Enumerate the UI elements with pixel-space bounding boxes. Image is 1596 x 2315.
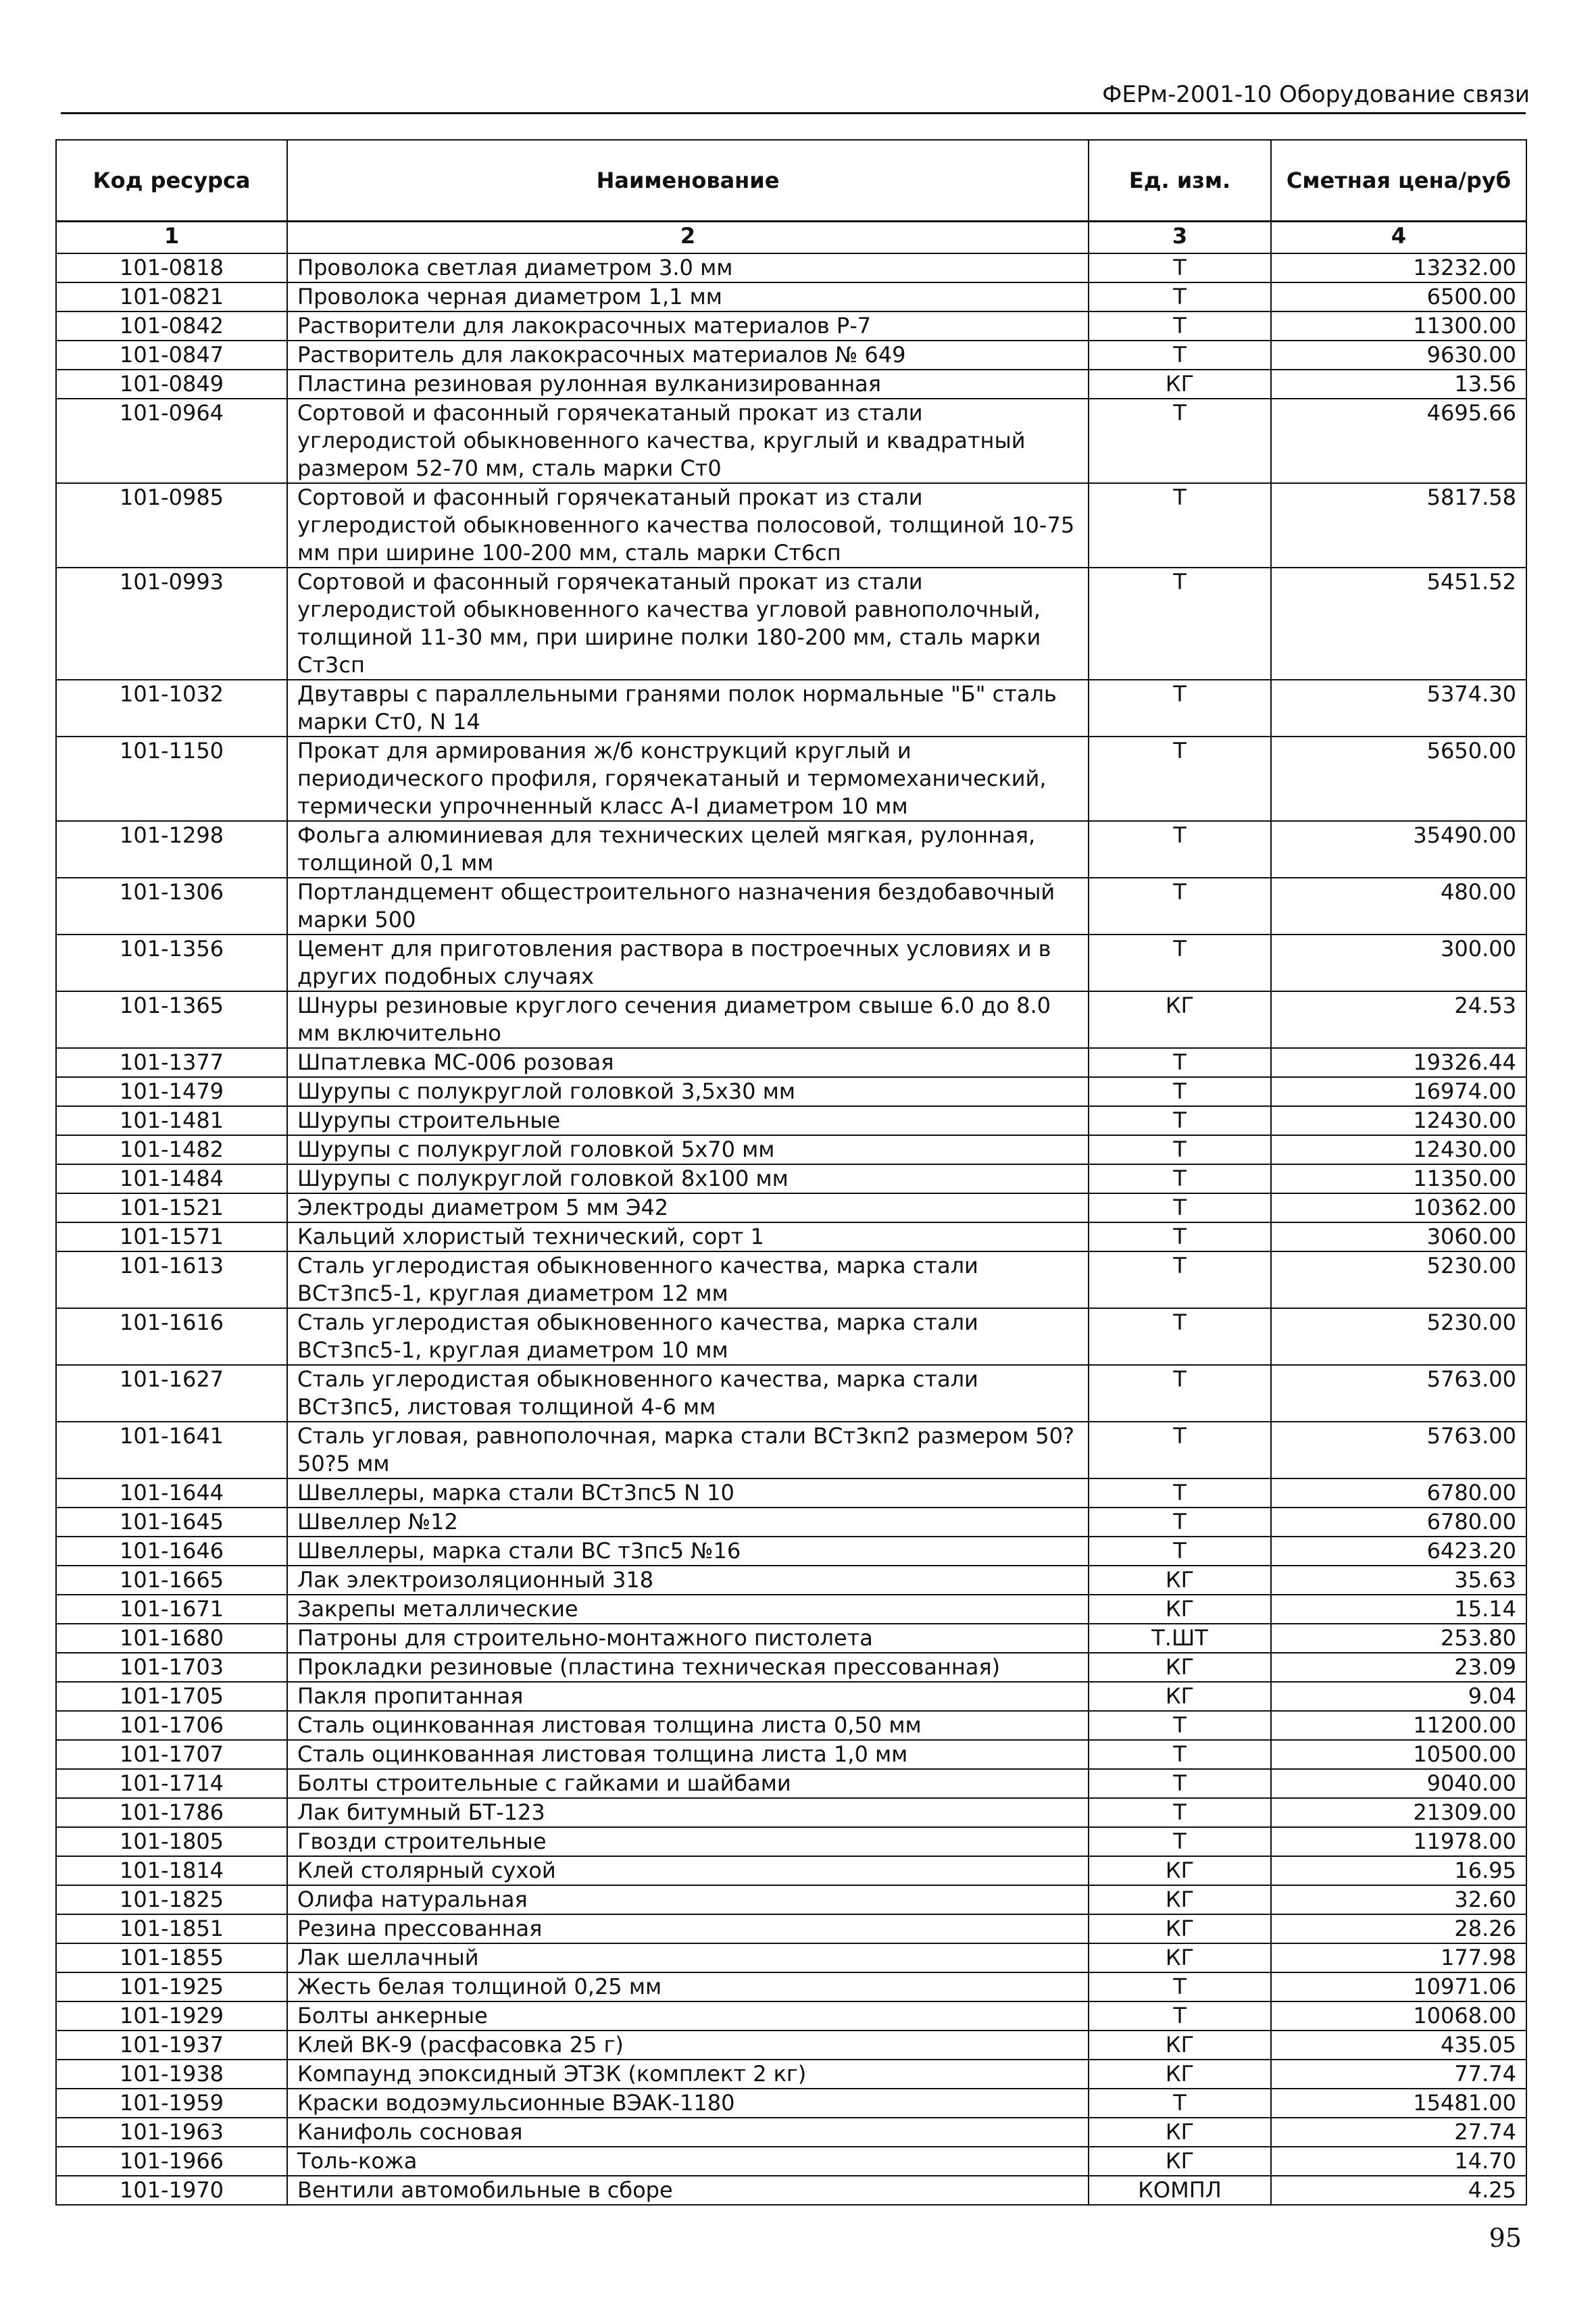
table-row: [56, 2089, 1526, 2118]
table-row: [56, 1740, 1526, 1769]
resource-price: 11978.00: [1271, 1827, 1526, 1856]
resource-unit: Т: [1089, 282, 1271, 312]
resource-unit: Т: [1089, 935, 1271, 991]
resource-code: 101-1959: [56, 2089, 287, 2118]
resource-unit: Т: [1089, 483, 1271, 568]
table-row: [56, 1595, 1526, 1624]
table-row: [56, 1537, 1526, 1566]
resource-code: 101-1963: [56, 2118, 287, 2147]
resource-price: 27.74: [1271, 2118, 1526, 2147]
resource-unit: КГ: [1089, 1885, 1271, 1914]
table-row: [56, 1856, 1526, 1885]
resource-price: 16974.00: [1271, 1077, 1526, 1106]
resource-name: Клей столярный сухой: [287, 1856, 1089, 1885]
table-row: [56, 1308, 1526, 1365]
resource-price: 13232.00: [1271, 253, 1526, 282]
resource-name: Резина прессованная: [287, 1914, 1089, 1943]
resource-unit: Т: [1089, 1077, 1271, 1106]
resource-code: 101-1484: [56, 1164, 287, 1193]
table-row: [56, 1222, 1526, 1251]
resource-name: Закрепы металлические: [287, 1595, 1089, 1624]
resource-unit: КГ: [1089, 991, 1271, 1048]
table-row: [56, 1478, 1526, 1508]
resource-unit: КГ: [1089, 1682, 1271, 1711]
resource-name: Двутавры с параллельными гранями полок нормальные "Б" сталь марки Ст0, N 14: [287, 680, 1089, 737]
resource-code: 101-1298: [56, 821, 287, 878]
resource-code: 101-1851: [56, 1914, 287, 1943]
resource-unit: Т: [1089, 1537, 1271, 1566]
resource-price: 9.04: [1271, 1682, 1526, 1711]
table-row: [56, 1508, 1526, 1537]
resource-unit: Т: [1089, 1193, 1271, 1222]
table-row: [56, 991, 1526, 1048]
resource-code: 101-1627: [56, 1365, 287, 1422]
resource-code: 101-1479: [56, 1077, 287, 1106]
header-rule: [61, 112, 1526, 114]
resource-name: Шурупы с полукруглой головкой 8х100 мм: [287, 1164, 1089, 1193]
resource-code: 101-0964: [56, 399, 287, 483]
resource-code: 101-1805: [56, 1827, 287, 1856]
resource-price: 435.05: [1271, 2031, 1526, 2060]
resource-price: 6780.00: [1271, 1478, 1526, 1508]
resource-code: 101-1482: [56, 1135, 287, 1164]
resource-price: 6500.00: [1271, 282, 1526, 312]
resource-price: 9040.00: [1271, 1769, 1526, 1798]
resource-price: 4.25: [1271, 2176, 1526, 2205]
resource-price: 5763.00: [1271, 1422, 1526, 1478]
table-row: [56, 2031, 1526, 2060]
table-row: [56, 1251, 1526, 1308]
resource-name: Шурупы строительные: [287, 1106, 1089, 1135]
header-unit: Ед. изм.: [1089, 140, 1271, 222]
table-row: [56, 1711, 1526, 1740]
resource-code: 101-1616: [56, 1308, 287, 1365]
table-row: [56, 2147, 1526, 2176]
resource-price: 15.14: [1271, 1595, 1526, 1624]
table-row: [56, 1422, 1526, 1478]
resource-code: 101-1150: [56, 737, 287, 821]
table-row: [56, 1914, 1526, 1943]
table-row: [56, 341, 1526, 370]
resource-name: Швеллеры, марка стали ВСт3пс5 N 10: [287, 1478, 1089, 1508]
resource-code: 101-0818: [56, 253, 287, 282]
resource-unit: Т: [1089, 2089, 1271, 2118]
resource-code: 101-1680: [56, 1624, 287, 1653]
column-number-row: [56, 222, 1526, 254]
resource-price: 12430.00: [1271, 1106, 1526, 1135]
resource-code: 101-1571: [56, 1222, 287, 1251]
resource-name: Сталь углеродистая обыкновенного качества, марка стали ВСт3пс5-1, круглая диаметром 10 мм: [287, 1308, 1089, 1365]
resource-name: Болты строительные с гайками и шайбами: [287, 1769, 1089, 1798]
resource-unit: Т: [1089, 1422, 1271, 1478]
resource-price: 5650.00: [1271, 737, 1526, 821]
resource-unit: Т: [1089, 2001, 1271, 2031]
resource-price: 5230.00: [1271, 1308, 1526, 1365]
resource-price: 5374.30: [1271, 680, 1526, 737]
resource-code: 101-1365: [56, 991, 287, 1048]
resource-unit: Т: [1089, 341, 1271, 370]
resource-code: 101-1937: [56, 2031, 287, 2060]
running-header: ФЕРм-2001-10 Оборудование связи: [1102, 81, 1530, 108]
resource-code: 101-1786: [56, 1798, 287, 1827]
resource-unit: Т: [1089, 1251, 1271, 1308]
resource-code: 101-1825: [56, 1885, 287, 1914]
resource-code: 101-0993: [56, 568, 287, 680]
resource-code: 101-0985: [56, 483, 287, 568]
table-row: [56, 370, 1526, 399]
resource-code: 101-1938: [56, 2060, 287, 2089]
resource-name: Растворитель для лакокрасочных материалов № 649: [287, 341, 1089, 370]
table-row: [56, 1193, 1526, 1222]
resource-name: Сталь углеродистая обыкновенного качества, марка стали ВСт3пс5, листовая толщиной 4-6 мм: [287, 1365, 1089, 1422]
resource-price: 300.00: [1271, 935, 1526, 991]
table-row: [56, 399, 1526, 483]
table-row: [56, 312, 1526, 341]
resource-unit: КГ: [1089, 2118, 1271, 2147]
page-number: 95: [1489, 2223, 1522, 2253]
resource-code: 101-1644: [56, 1478, 287, 1508]
resource-price: 5817.58: [1271, 483, 1526, 568]
resource-unit: КГ: [1089, 1566, 1271, 1595]
resource-name: Проволока светлая диаметром 3.0 мм: [287, 253, 1089, 282]
resource-unit: КОМПЛ: [1089, 2176, 1271, 2205]
table-row: [56, 1106, 1526, 1135]
table-header-row: [56, 140, 1526, 222]
resource-code: 101-1714: [56, 1769, 287, 1798]
resource-code: 101-1356: [56, 935, 287, 991]
resource-unit: Т: [1089, 1106, 1271, 1135]
resource-name: Болты анкерные: [287, 2001, 1089, 2031]
resource-code: 101-1671: [56, 1595, 287, 1624]
resource-code: 101-1970: [56, 2176, 287, 2205]
table-row: [56, 680, 1526, 737]
resource-unit: Т: [1089, 399, 1271, 483]
resource-unit: Т: [1089, 1798, 1271, 1827]
resource-name: Цемент для приготовления раствора в построечных условиях и в других подобных случаях: [287, 935, 1089, 991]
resource-name: Шнуры резиновые круглого сечения диаметром свыше 6.0 до 8.0 мм включительно: [287, 991, 1089, 1048]
resource-name: Кальций хлористый технический, сорт 1: [287, 1222, 1089, 1251]
resource-code: 101-1641: [56, 1422, 287, 1478]
resource-price: 32.60: [1271, 1885, 1526, 1914]
resource-code: 101-1481: [56, 1106, 287, 1135]
table-row: [56, 1972, 1526, 2001]
resource-price: 10971.06: [1271, 1972, 1526, 2001]
resource-name: Лак битумный БТ-123: [287, 1798, 1089, 1827]
resource-name: Клей ВК-9 (расфасовка 25 г): [287, 2031, 1089, 2060]
table-row: [56, 1885, 1526, 1914]
resource-unit: Т: [1089, 821, 1271, 878]
resource-name: Лак электроизоляционный 318: [287, 1566, 1089, 1595]
resource-code: 101-1706: [56, 1711, 287, 1740]
resource-name: Швеллеры, марка стали ВС т3пс5 №16: [287, 1537, 1089, 1566]
resource-unit: Т.ШТ: [1089, 1624, 1271, 1653]
header-code: Код ресурса: [56, 140, 287, 222]
resource-code: 101-1032: [56, 680, 287, 737]
table-row: [56, 1566, 1526, 1595]
resource-price: 24.53: [1271, 991, 1526, 1048]
resource-unit: Т: [1089, 1048, 1271, 1077]
resource-name: Сортовой и фасонный горячекатаный прокат из стали углеродистой обыкновенного качества угловой равнополочный, толщиной 11-30 мм, при ширине полки 180-200 мм, сталь марки Ст3сп: [287, 568, 1089, 680]
table-row: [56, 737, 1526, 821]
resource-price: 15481.00: [1271, 2089, 1526, 2118]
resource-code: 101-0821: [56, 282, 287, 312]
resource-price: 14.70: [1271, 2147, 1526, 2176]
resource-price: 35.63: [1271, 1566, 1526, 1595]
table-row: [56, 1769, 1526, 1798]
resource-code: 101-1814: [56, 1856, 287, 1885]
resource-unit: Т: [1089, 312, 1271, 341]
column-number: 2: [287, 222, 1089, 254]
resource-price: 5451.52: [1271, 568, 1526, 680]
resource-price: 5763.00: [1271, 1365, 1526, 1422]
resource-price: 10068.00: [1271, 2001, 1526, 2031]
resource-code: 101-1703: [56, 1653, 287, 1682]
resource-price: 10362.00: [1271, 1193, 1526, 1222]
table-row: [56, 2118, 1526, 2147]
resource-price: 4695.66: [1271, 399, 1526, 483]
resource-name: Патроны для строительно-монтажного пистолета: [287, 1624, 1089, 1653]
column-number: 3: [1089, 222, 1271, 254]
resource-unit: Т: [1089, 737, 1271, 821]
resource-unit: Т: [1089, 878, 1271, 935]
resource-unit: Т: [1089, 1740, 1271, 1769]
table-row: [56, 2060, 1526, 2089]
resource-name: Сталь оцинкованная листовая толщина листа 1,0 мм: [287, 1740, 1089, 1769]
table-row: [56, 1653, 1526, 1682]
resource-code: 101-1665: [56, 1566, 287, 1595]
resource-code: 101-1306: [56, 878, 287, 935]
resource-price: 10500.00: [1271, 1740, 1526, 1769]
resource-price: 13.56: [1271, 370, 1526, 399]
table-row: [56, 1624, 1526, 1653]
resource-unit: Т: [1089, 568, 1271, 680]
table-row: [56, 1077, 1526, 1106]
resource-code: 101-1855: [56, 1943, 287, 1972]
resource-price: 19326.44: [1271, 1048, 1526, 1077]
resource-price: 28.26: [1271, 1914, 1526, 1943]
resource-price: 77.74: [1271, 2060, 1526, 2089]
resource-name: Лак шеллачный: [287, 1943, 1089, 1972]
resource-name: Пакля пропитанная: [287, 1682, 1089, 1711]
header-name: Наименование: [287, 140, 1089, 222]
resource-unit: КГ: [1089, 2031, 1271, 2060]
resource-unit: Т: [1089, 1972, 1271, 2001]
resource-price: 177.98: [1271, 1943, 1526, 1972]
resource-name: Портландцемент общестроительного назначения бездобавочный марки 500: [287, 878, 1089, 935]
resource-price: 16.95: [1271, 1856, 1526, 1885]
resource-unit: Т: [1089, 1164, 1271, 1193]
resource-name: Сталь угловая, равнополочная, марка стали ВСт3кп2 размером 50?50?5 мм: [287, 1422, 1089, 1478]
resource-unit: Т: [1089, 1827, 1271, 1856]
resource-price: 11300.00: [1271, 312, 1526, 341]
resource-price: 6423.20: [1271, 1537, 1526, 1566]
resource-code: 101-1966: [56, 2147, 287, 2176]
table-row: [56, 1943, 1526, 1972]
table-row: [56, 935, 1526, 991]
resource-price: 253.80: [1271, 1624, 1526, 1653]
resource-price-table: [55, 139, 1527, 2206]
resource-name: Сталь углеродистая обыкновенного качества, марка стали ВСт3пс5-1, круглая диаметром 12 мм: [287, 1251, 1089, 1308]
resource-name: Сортовой и фасонный горячекатаный прокат из стали углеродистой обыкновенного качества, круглый и квадратный размером 52-70 мм, сталь марки Ст0: [287, 399, 1089, 483]
resource-unit: КГ: [1089, 1943, 1271, 1972]
resource-code: 101-1521: [56, 1193, 287, 1222]
resource-name: Прокладки резиновые (пластина техническая прессованная): [287, 1653, 1089, 1682]
resource-name: Гвозди строительные: [287, 1827, 1089, 1856]
resource-code: 101-1707: [56, 1740, 287, 1769]
resource-price: 6780.00: [1271, 1508, 1526, 1537]
resource-name: Толь-кожа: [287, 2147, 1089, 2176]
resource-price: 21309.00: [1271, 1798, 1526, 1827]
resource-price: 480.00: [1271, 878, 1526, 935]
column-number: 1: [56, 222, 287, 254]
resource-unit: Т: [1089, 1478, 1271, 1508]
resource-price: 5230.00: [1271, 1251, 1526, 1308]
resource-price: 12430.00: [1271, 1135, 1526, 1164]
resource-name: Шпатлевка МС-006 розовая: [287, 1048, 1089, 1077]
resource-unit: Т: [1089, 1508, 1271, 1537]
resource-name: Проволока черная диаметром 1,1 мм: [287, 282, 1089, 312]
resource-name: Олифа натуральная: [287, 1885, 1089, 1914]
table-row: [56, 2176, 1526, 2205]
resource-name: Сортовой и фасонный горячекатаный прокат из стали углеродистой обыкновенного качества полосовой, толщиной 10-75 мм при ширине 100-200 мм, сталь марки Ст6сп: [287, 483, 1089, 568]
resource-unit: КГ: [1089, 1914, 1271, 1943]
resource-price: 11350.00: [1271, 1164, 1526, 1193]
resource-unit: КГ: [1089, 2060, 1271, 2089]
table-row: [56, 1827, 1526, 1856]
table-row: [56, 878, 1526, 935]
resource-unit: КГ: [1089, 1653, 1271, 1682]
resource-code: 101-1613: [56, 1251, 287, 1308]
resource-name: Швеллер №12: [287, 1508, 1089, 1537]
resource-code: 101-0847: [56, 341, 287, 370]
table-row: [56, 253, 1526, 282]
column-number: 4: [1271, 222, 1526, 254]
resource-unit: Т: [1089, 1308, 1271, 1365]
resource-unit: Т: [1089, 1222, 1271, 1251]
resource-unit: КГ: [1089, 370, 1271, 399]
resource-name: Канифоль сосновая: [287, 2118, 1089, 2147]
resource-name: Краски водоэмульсионные ВЭАК-1180: [287, 2089, 1089, 2118]
table-row: [56, 2001, 1526, 2031]
resource-name: Шурупы с полукруглой головкой 5х70 мм: [287, 1135, 1089, 1164]
resource-price: 35490.00: [1271, 821, 1526, 878]
table-row: [56, 282, 1526, 312]
resource-price: 3060.00: [1271, 1222, 1526, 1251]
resource-name: Шурупы с полукруглой головкой 3,5х30 мм: [287, 1077, 1089, 1106]
resource-code: 101-1705: [56, 1682, 287, 1711]
resource-code: 101-0842: [56, 312, 287, 341]
resource-unit: КГ: [1089, 2147, 1271, 2176]
resource-code: 101-1646: [56, 1537, 287, 1566]
resource-price: 9630.00: [1271, 341, 1526, 370]
table-row: [56, 568, 1526, 680]
resource-name: Вентили автомобильные в сборе: [287, 2176, 1089, 2205]
resource-name: Компаунд эпоксидный ЭТ3К (комплект 2 кг): [287, 2060, 1089, 2089]
resource-code: 101-1925: [56, 1972, 287, 2001]
resource-unit: КГ: [1089, 1595, 1271, 1624]
resource-code: 101-1645: [56, 1508, 287, 1537]
resource-unit: Т: [1089, 253, 1271, 282]
resource-name: Жесть белая толщиной 0,25 мм: [287, 1972, 1089, 2001]
table-row: [56, 1682, 1526, 1711]
resource-unit: Т: [1089, 1769, 1271, 1798]
resource-name: Пластина резиновая рулонная вулканизированная: [287, 370, 1089, 399]
resource-name: Фольга алюминиевая для технических целей мягкая, рулонная, толщиной 0,1 мм: [287, 821, 1089, 878]
resource-price: 23.09: [1271, 1653, 1526, 1682]
resource-code: 101-1377: [56, 1048, 287, 1077]
table-row: [56, 1048, 1526, 1077]
resource-unit: Т: [1089, 680, 1271, 737]
table-row: [56, 1135, 1526, 1164]
resource-unit: Т: [1089, 1711, 1271, 1740]
resource-code: 101-1929: [56, 2001, 287, 2031]
resource-name: Растворители для лакокрасочных материалов Р-7: [287, 312, 1089, 341]
resource-unit: КГ: [1089, 1856, 1271, 1885]
table-row: [56, 483, 1526, 568]
resource-unit: Т: [1089, 1365, 1271, 1422]
table-row: [56, 1365, 1526, 1422]
resource-name: Электроды диаметром 5 мм Э42: [287, 1193, 1089, 1222]
resource-code: 101-0849: [56, 370, 287, 399]
resource-unit: Т: [1089, 1135, 1271, 1164]
resource-price: 11200.00: [1271, 1711, 1526, 1740]
resource-name: Сталь оцинкованная листовая толщина листа 0,50 мм: [287, 1711, 1089, 1740]
table-row: [56, 821, 1526, 878]
table-row: [56, 1798, 1526, 1827]
resource-name: Прокат для армирования ж/б конструкций круглый и периодического профиля, горячекатаный и термомеханический, термически упрочненный класс А-I диаметром 10 мм: [287, 737, 1089, 821]
table-row: [56, 1164, 1526, 1193]
header-price: Сметная цена/руб: [1271, 140, 1526, 222]
